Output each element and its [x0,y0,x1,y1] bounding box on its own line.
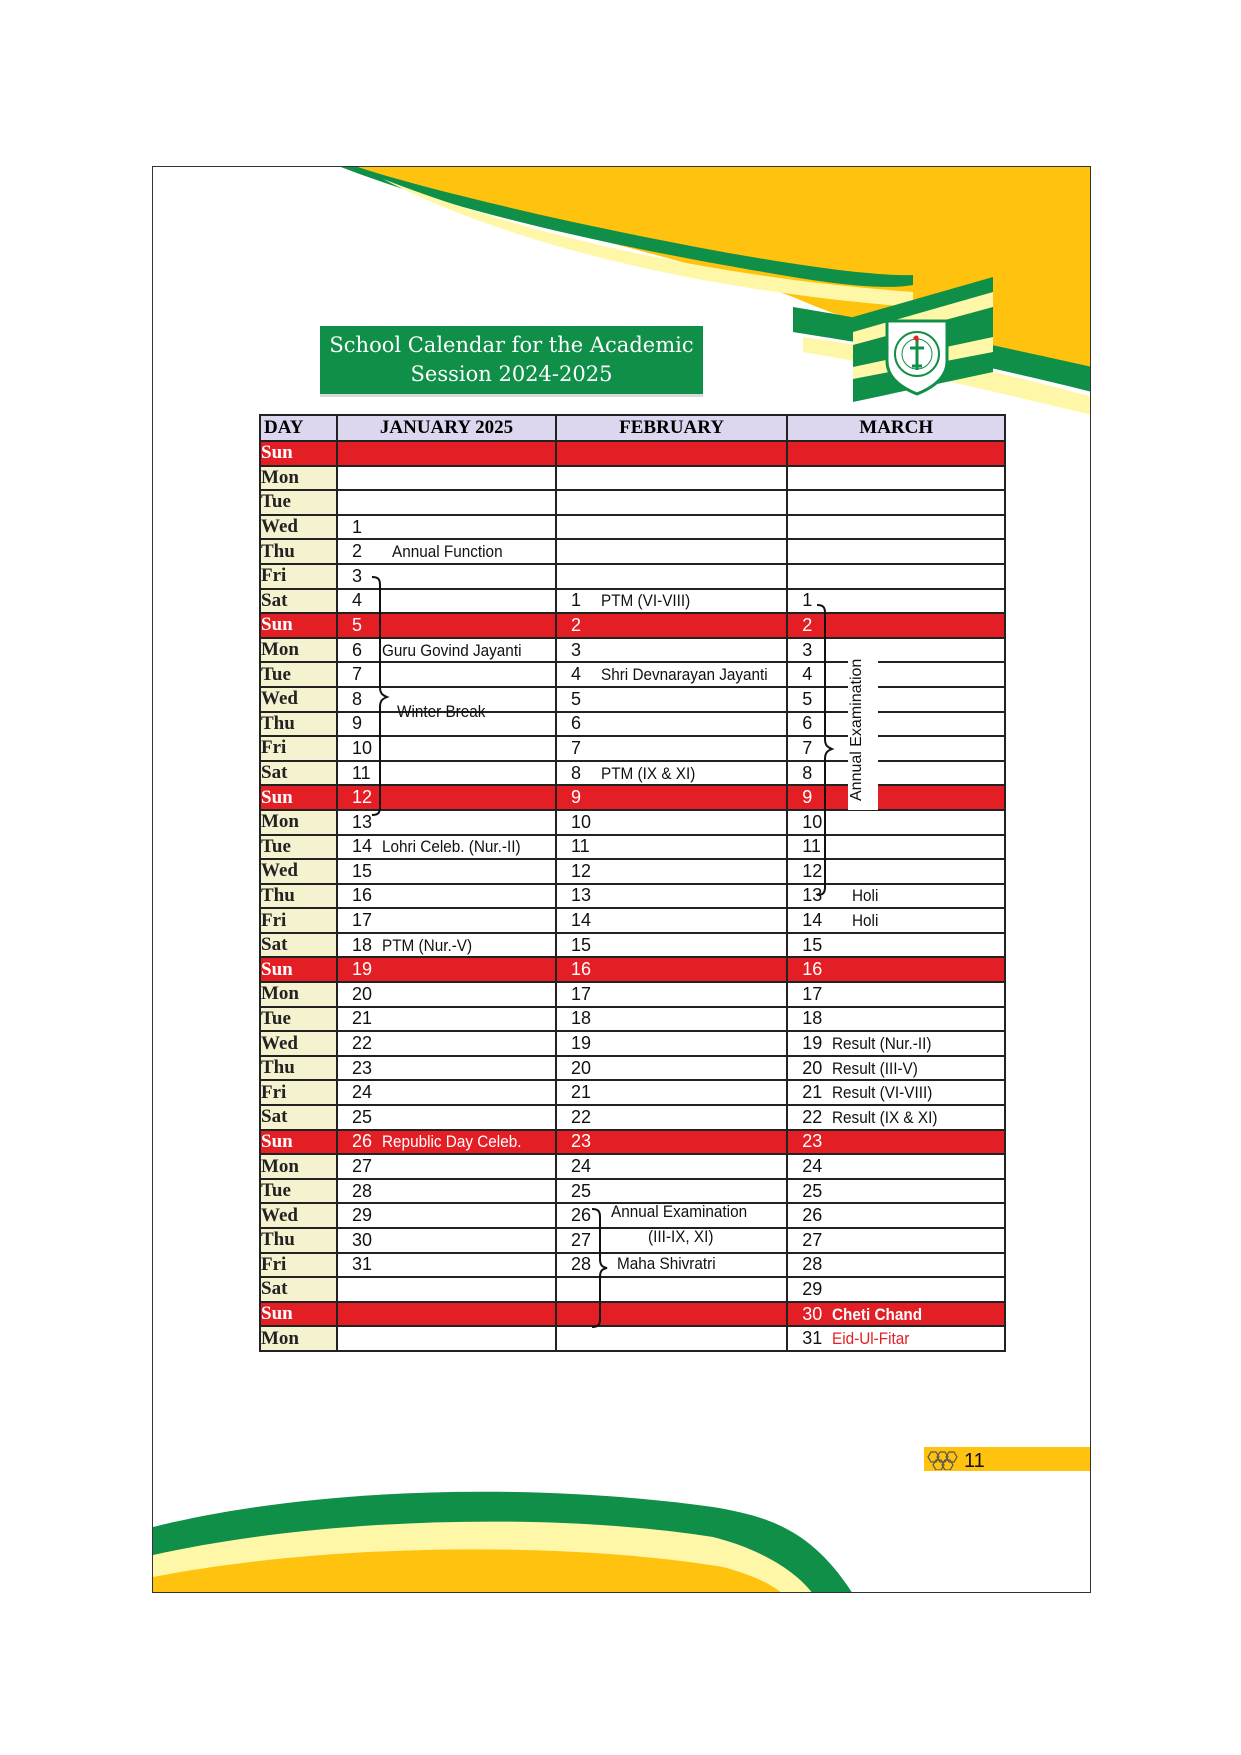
jan-date: 26 [352,1131,373,1152]
jan-date: 22 [352,1033,373,1054]
day-cell: Sat [260,933,337,958]
feb-cell [556,884,787,909]
title-line-2: Session 2024-2025 [410,362,613,386]
day-cell: Mon [260,1154,337,1179]
mar-cell [787,1326,1005,1351]
jan-date: 27 [352,1156,373,1177]
mar-cell [787,1031,1005,1056]
calendar-row [260,859,1005,884]
mar-cell [787,1130,1005,1155]
calendar-title [320,326,703,394]
jan-cell [337,1154,556,1179]
feb-cell [556,835,787,860]
calendar-row [260,466,1005,491]
day-cell: Wed [260,1031,337,1056]
feb-date: 21 [571,1082,592,1103]
winter-break-brace [370,575,390,820]
jan-date: 9 [352,713,363,734]
feb-cell [556,1326,787,1351]
annual-exam-feb-label-2: (III-IX, XI) [648,1227,714,1246]
day-cell: Thu [260,539,337,564]
day-cell: Wed [260,687,337,712]
jan-cell [337,1326,556,1351]
maha-shivratri-label: Maha Shivratri [617,1254,716,1273]
mar-cell [787,1007,1005,1032]
day-cell: Sun [260,785,337,810]
mar-date: 6 [802,713,813,734]
jan-date: 20 [352,983,373,1004]
feb-cell [556,1154,787,1179]
feb-date: 6 [571,713,582,734]
feb-cell [556,1031,787,1056]
jan-date: 13 [352,811,373,832]
mar-date: 24 [802,1156,823,1177]
mar-date: 7 [802,737,813,758]
mar-cell [787,957,1005,982]
feb-date: 10 [571,811,592,832]
jan-date: 12 [352,787,373,808]
feb-cell [556,564,787,589]
feb-date: 22 [571,1106,592,1127]
jan-cell [337,982,556,1007]
mar-cell [787,982,1005,1007]
feb-cell [556,638,787,663]
page-number: 11 [964,1450,985,1472]
day-cell: Sat [260,589,337,614]
feb-event: Shri Devnarayan Jayanti [601,665,768,685]
jan-cell [337,933,556,958]
feb-cell [556,810,787,835]
day-cell: Tue [260,1179,337,1204]
feb-cell [556,761,787,786]
day-cell: Mon [260,638,337,663]
day-cell: Sun [260,957,337,982]
jan-date: 7 [352,664,363,685]
feb-date: 16 [571,959,592,980]
mar-cell [787,1228,1005,1253]
feb-date: 15 [571,934,592,955]
mar-cell [787,466,1005,491]
jan-date: 17 [352,910,373,931]
feb-cell [556,589,787,614]
jan-date: 25 [352,1106,373,1127]
mar-date: 28 [802,1254,823,1275]
jan-cell [337,1179,556,1204]
calendar-row [260,1031,1005,1056]
winter-break-label: Winter Break [397,702,486,721]
day-cell: Sat [260,761,337,786]
day-cell: Sun [260,613,337,638]
calendar-row [260,1228,1005,1253]
mar-date: 14 [802,910,823,931]
annual-exam-feb-brace [590,1207,610,1329]
mar-date: 12 [802,860,823,881]
day-cell: Thu [260,712,337,737]
day-cell: Sat [260,1277,337,1302]
mar-date: 30 [802,1303,823,1324]
feb-cell [556,1105,787,1130]
calendar-row [260,1326,1005,1351]
mar-date: 18 [802,1008,823,1029]
feb-date: 12 [571,860,592,881]
jan-date: 14 [352,836,373,857]
jan-cell [337,539,556,564]
mar-cell [787,441,1005,466]
day-cell: Mon [260,982,337,1007]
mar-event: Result (Nur.-II) [832,1034,932,1054]
mar-cell [787,490,1005,515]
mar-event: Holi [852,911,879,931]
jan-date: 5 [352,614,363,635]
calendar-row [260,908,1005,933]
jan-cell [337,1302,556,1327]
feb-date: 4 [571,664,582,685]
day-cell: Tue [260,1007,337,1032]
day-cell: Fri [260,908,337,933]
feb-date: 20 [571,1057,592,1078]
title-line-1: School Calendar for the Academic [329,333,694,357]
jan-date: 18 [352,934,373,955]
annual-exam-feb-label-1: Annual Examination [611,1202,748,1221]
feb-date: 2 [571,614,582,635]
annual-exam-mar-label: Annual Examination [848,650,878,810]
mar-date: 23 [802,1131,823,1152]
calendar-row [260,1277,1005,1302]
jan-cell [337,1031,556,1056]
calendar-row [260,933,1005,958]
feb-cell [556,1056,787,1081]
feb-date: 8 [571,762,582,783]
feb-date: 27 [571,1229,592,1250]
feb-cell [556,515,787,540]
feb-date: 1 [571,590,582,611]
jan-cell [337,1203,556,1228]
jan-cell [337,1056,556,1081]
mar-cell [787,1277,1005,1302]
feb-cell [556,662,787,687]
mar-date: 31 [802,1328,823,1349]
feb-date: 7 [571,737,582,758]
feb-event: PTM (IX & XI) [601,763,696,783]
jan-cell [337,1277,556,1302]
mar-event: Holi [852,886,879,906]
header-march: MARCH [787,415,1005,441]
jan-date: 10 [352,737,373,758]
jan-date: 4 [352,590,363,611]
day-cell: Mon [260,810,337,835]
jan-cell [337,859,556,884]
mar-date: 1 [802,590,813,611]
jan-cell [337,441,556,466]
jan-cell [337,1007,556,1032]
feb-cell [556,982,787,1007]
day-cell: Tue [260,490,337,515]
feb-date: 3 [571,639,582,660]
day-cell: Sat [260,1105,337,1130]
jan-cell [337,1228,556,1253]
jan-date: 23 [352,1057,373,1078]
mar-event: Cheti Chand [832,1304,923,1324]
jan-date: 30 [352,1229,373,1250]
feb-cell [556,712,787,737]
feb-date: 25 [571,1180,592,1201]
mar-date: 9 [802,787,813,808]
feb-cell [556,859,787,884]
day-cell: Wed [260,859,337,884]
mar-date: 22 [802,1106,823,1127]
mar-cell [787,1056,1005,1081]
header-january: JANUARY 2025 [337,415,556,441]
mar-date: 8 [802,762,813,783]
mar-event: Result (IX & XI) [832,1107,938,1127]
day-cell: Fri [260,736,337,761]
jan-date: 28 [352,1180,373,1201]
calendar-row [260,1007,1005,1032]
day-cell: Sun [260,1302,337,1327]
mar-cell [787,515,1005,540]
feb-date: 13 [571,885,592,906]
mar-date: 15 [802,934,823,955]
jan-cell [337,908,556,933]
calendar-row [260,1080,1005,1105]
jan-event: Annual Function [392,542,503,562]
mar-date: 26 [802,1205,823,1226]
jan-cell [337,1253,556,1278]
calendar-row [260,490,1005,515]
mar-date: 16 [802,959,823,980]
feb-cell [556,736,787,761]
calendar-row [260,1179,1005,1204]
mar-date: 25 [802,1180,823,1201]
feb-date: 26 [571,1205,592,1226]
feb-date: 11 [571,836,590,857]
jan-date: 16 [352,885,373,906]
day-cell: Wed [260,1203,337,1228]
mar-event: Eid-Ul-Fitar [832,1329,910,1349]
calendar-row [260,835,1005,860]
jan-date: 2 [352,541,363,562]
feb-cell [556,1007,787,1032]
day-cell: Fri [260,1080,337,1105]
jan-cell [337,957,556,982]
day-cell: Sun [260,441,337,466]
calendar-row [260,441,1005,466]
day-cell: Thu [260,1056,337,1081]
jan-cell [337,466,556,491]
mar-cell [787,564,1005,589]
jan-cell [337,1080,556,1105]
jan-event: Guru Govind Jayanti [382,640,522,660]
jan-date: 31 [352,1254,373,1275]
mar-date: 5 [802,688,813,709]
mar-date: 20 [802,1057,823,1078]
mar-date: 11 [802,836,821,857]
mar-date: 17 [802,983,823,1004]
mar-date: 4 [802,664,813,685]
day-cell: Mon [260,1326,337,1351]
mar-date: 2 [802,614,813,635]
mar-cell [787,1105,1005,1130]
mar-date: 13 [802,885,823,906]
feb-cell [556,441,787,466]
calendar-row [260,1302,1005,1327]
mar-cell [787,1154,1005,1179]
feb-date: 5 [571,688,582,709]
mar-cell [787,1179,1005,1204]
feb-cell [556,687,787,712]
calendar-row [260,515,1005,540]
feb-cell [556,490,787,515]
feb-event: PTM (VI-VIII) [601,591,691,611]
day-cell: Tue [260,835,337,860]
mar-cell [787,1203,1005,1228]
feb-date: 23 [571,1131,592,1152]
feb-date: 24 [571,1156,592,1177]
mar-date: 3 [802,639,813,660]
mar-date: 21 [802,1082,823,1103]
mar-event: Result (VI-VIII) [832,1083,933,1103]
jan-cell [337,490,556,515]
feb-cell [556,957,787,982]
calendar-row [260,1105,1005,1130]
jan-date: 8 [352,688,363,709]
feb-cell [556,613,787,638]
mar-date: 10 [802,811,823,832]
mar-cell [787,1080,1005,1105]
mar-cell [787,539,1005,564]
annual-exam-mar-brace [815,603,835,898]
feb-cell [556,1179,787,1204]
calendar-row [260,1056,1005,1081]
calendar-row [260,1154,1005,1179]
feb-cell [556,466,787,491]
mar-cell [787,1302,1005,1327]
jan-cell [337,515,556,540]
feb-date: 14 [571,910,592,931]
mar-event: Result (III-V) [832,1058,919,1078]
calendar-row [260,539,1005,564]
header-day: DAY [260,415,337,441]
header-february: FEBRUARY [556,415,787,441]
mar-date: 19 [802,1033,823,1054]
jan-event: PTM (Nur.-V) [382,935,473,955]
calendar-row [260,884,1005,909]
jan-date: 29 [352,1205,373,1226]
feb-date: 17 [571,983,592,1004]
feb-date: 19 [571,1033,592,1054]
jan-event: Republic Day Celeb. [382,1132,522,1152]
day-cell: Wed [260,515,337,540]
day-cell: Fri [260,1253,337,1278]
feb-cell [556,1080,787,1105]
jan-date: 3 [352,565,363,586]
day-cell: Thu [260,884,337,909]
day-cell: Thu [260,1228,337,1253]
day-cell: Fri [260,564,337,589]
jan-event: Lohri Celeb. (Nur.-II) [382,837,521,857]
jan-date: 6 [352,639,363,660]
feb-cell [556,785,787,810]
honeycomb-icon [926,1450,960,1470]
jan-cell [337,835,556,860]
mar-date: 29 [802,1278,823,1299]
feb-cell [556,933,787,958]
school-logo [882,316,952,396]
jan-date: 24 [352,1082,373,1103]
day-cell: Tue [260,662,337,687]
jan-cell [337,884,556,909]
jan-date: 15 [352,860,373,881]
jan-date: 21 [352,1008,373,1029]
jan-date: 19 [352,959,373,980]
jan-date: 1 [352,516,363,537]
jan-cell [337,1105,556,1130]
mar-cell [787,908,1005,933]
day-cell: Mon [260,466,337,491]
jan-date: 11 [352,762,371,783]
feb-cell [556,539,787,564]
calendar-row [260,982,1005,1007]
feb-date: 18 [571,1008,592,1029]
jan-cell [337,1130,556,1155]
feb-cell [556,908,787,933]
feb-date: 9 [571,787,582,808]
mar-date: 27 [802,1229,823,1250]
header-row [260,415,1005,441]
calendar-row [260,1130,1005,1155]
mar-cell [787,1253,1005,1278]
calendar-row [260,957,1005,982]
feb-date: 28 [571,1254,592,1275]
feb-cell [556,1130,787,1155]
day-cell: Sun [260,1130,337,1155]
mar-cell [787,933,1005,958]
